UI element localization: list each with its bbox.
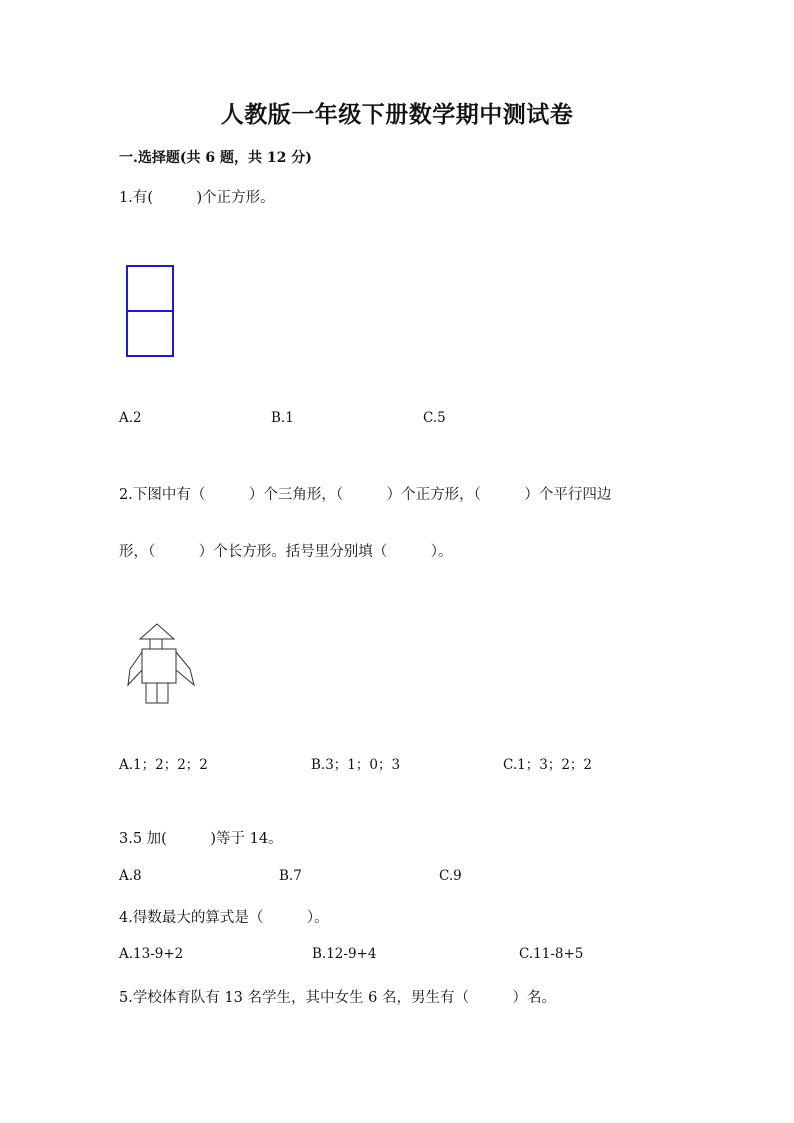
question-1-option-b[interactable]: B.1 <box>271 410 294 426</box>
left-leg-rectangle <box>146 683 157 703</box>
neck-square <box>150 639 162 649</box>
hat-triangle <box>140 624 174 639</box>
page-title: 人教版一年级下册数学期中测试卷 <box>220 101 574 128</box>
body-square <box>142 649 176 683</box>
question-1-option-c[interactable]: C.5 <box>423 410 446 426</box>
question-3-option-b[interactable]: B.7 <box>279 868 302 884</box>
bottom-square <box>127 311 173 356</box>
question-1-text: 1.有( )个正方形。 <box>119 190 275 206</box>
question-3-option-a[interactable]: A.8 <box>119 868 142 884</box>
question-3-option-c[interactable]: C.9 <box>439 868 462 884</box>
question-2-text-line-1: 2.下图中有（ ）个三角形，（ ）个正方形，（ ）个平行四边 <box>119 487 612 503</box>
question-4-option-b[interactable]: B.12-9+4 <box>312 946 377 962</box>
section-heading: 一.选择题(共 6 题，共 12 分) <box>119 150 312 166</box>
two-squares-figure <box>126 265 176 359</box>
question-4-text: 4.得数最大的算式是（ ）。 <box>119 910 329 926</box>
right-leg-rectangle <box>157 683 168 703</box>
question-2-option-c[interactable]: C.1；3；2；2 <box>503 757 592 773</box>
robot-shape-figure <box>126 622 198 706</box>
question-2-option-b[interactable]: B.3；1；0；3 <box>311 757 401 773</box>
question-3-text: 3.5 加( )等于 14。 <box>119 831 283 847</box>
top-square <box>127 266 173 311</box>
question-5-text: 5.学校体育队有 13 名学生，其中女生 6 名，男生有（ ）名。 <box>119 990 556 1006</box>
left-arm-parallelogram <box>128 652 142 685</box>
question-1-option-a[interactable]: A.2 <box>119 410 142 426</box>
question-4-option-a[interactable]: A.13-9+2 <box>119 946 184 962</box>
question-2-option-a[interactable]: A.1；2；2；2 <box>119 757 208 773</box>
question-4-option-c[interactable]: C.11-8+5 <box>519 946 584 962</box>
right-arm-parallelogram <box>176 652 194 685</box>
question-2-text-line-2: 形，（ ）个长方形。括号里分别填（ ）。 <box>119 544 453 560</box>
